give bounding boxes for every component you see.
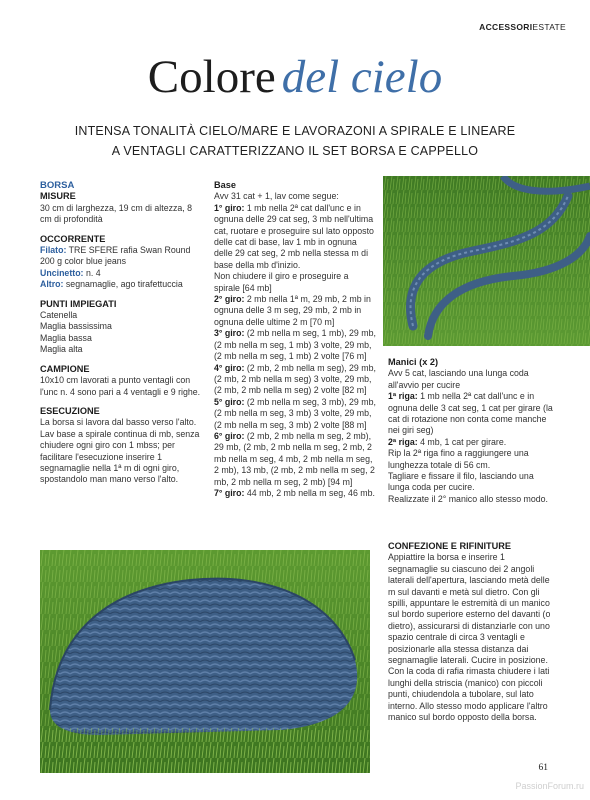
row-key: 1° giro: — [214, 202, 245, 213]
base-row — [214, 397, 376, 431]
base-row — [214, 431, 376, 488]
base-row — [214, 191, 376, 202]
filato-key: Filato: — [40, 245, 67, 256]
watermark: PassionForum.ru — [515, 781, 584, 791]
base-row — [214, 488, 376, 499]
row-value: (2 mb nella m seg, 3 mb), 29 mb, (2 mb nella m seg, 3 mb) 3 volte, 29 mb, (2 mb nella m seg, 3 mb) 2 volte [88 m] — [214, 396, 376, 430]
punto-item: Maglia bassa — [40, 332, 92, 343]
row-key: 2° giro: — [214, 294, 245, 305]
column-base — [214, 180, 376, 499]
subtitle-line-1: INTENSA TONALITÀ CIELO/MARE E LAVORAZONI A SPIRALE E LINEARE — [74, 124, 516, 138]
manici-row — [388, 494, 554, 505]
column-confezione — [388, 541, 554, 724]
subtitle — [40, 121, 550, 161]
manici-row — [388, 391, 554, 437]
row-value: Tagliare e fissare il filo, lasciando una lunga coda per cucire. — [388, 471, 534, 493]
row-key: 3° giro: — [214, 328, 245, 339]
row-value: (2 mb, 2 mb nella m seg, 2 mb), 29 mb, (2 mb, 2 mb nella m seg, 2 mb, 2 mb nella m seg, 4 mb, 2 mb nella m seg, 2 mb), 13 mb, (2 mb, 2 mb nella m seg, 2 mb, 2 mb nella m seg, 2 mb) [94 m] — [214, 430, 375, 487]
row-value: 1 mb nella 2ª cat dall'unc e in ognuna delle 29 cat seg, 3 mb nell'ultima cat, ruotare e proseguire sul lato opposto delle cat di base, lav 1 mb in ognuna delle 29 cat seg, 2 mb nella stessa m di base della mb d'inizio. — [214, 202, 374, 270]
bag-photo-illustration — [40, 550, 370, 773]
row-value: Non chiudere il giro e proseguire a spirale [64 mb] — [214, 271, 349, 293]
base-row — [214, 271, 376, 294]
row-value: (2 mb nella m seg, 1 mb), 29 mb, (2 mb nella m seg, 1 mb) 3 volte, 29 mb, (2 mb nella m seg, 1 mb) 2 volte [76 m] — [214, 328, 376, 362]
punto-item: Maglia bassissima — [40, 321, 112, 332]
manici-heading: Manici (x 2) — [388, 357, 439, 367]
page-number: 61 — [538, 763, 548, 773]
esecuzione-text: La borsa si lavora dal basso verso l'alto. Lav base a spirale continua di mb, senza chiudere ogni giro con 1 mbss; per facilitare l'esecuzione inserire 1 segnamaglie nella 1ª m di ogni giro, spostandolo man mano verso l'alto. — [40, 417, 200, 485]
manici-row — [388, 471, 554, 494]
row-value: (2 mb, 2 mb nella m seg), 29 mb, (2 mb, 2 mb nella m seg) 3 volte, 29 mb, (2 mb, 2 mb nella m seg) 2 volte [82 m] — [214, 362, 376, 396]
column-materials — [40, 180, 205, 486]
handles-photo-illustration — [383, 176, 590, 346]
row-value: Rip la 2ª riga fino a raggiungere una lunghezza totale di 56 cm. — [388, 448, 529, 470]
manici-row — [388, 368, 554, 391]
esecuzione-heading: ESECUZIONE — [40, 405, 100, 416]
bag-photo — [40, 550, 370, 773]
subtitle-line-2: A VENTAGLI CARATTERIZZANO IL SET BORSA E CAPPELLO — [111, 144, 479, 158]
row-value: 1 mb nella 2ª cat dall'unc e in ognuna delle 3 cat seg, 1 cat per girare (la cat di rotazione non conta come manche nei giri seg) — [388, 391, 553, 436]
punto-item: Catenella — [40, 310, 78, 321]
punto-item: Maglia alta — [40, 344, 83, 355]
base-row — [214, 328, 376, 362]
confezione-heading: CONFEZIONE E RIFINITURE — [388, 541, 512, 551]
altro-value: segnamaglie, ago tirafettuccia — [63, 279, 183, 290]
row-key: 5° giro: — [214, 396, 245, 407]
occorrente-heading: OCCORRENTE — [40, 233, 106, 244]
section-tag — [479, 22, 566, 32]
row-key: 1ª riga: — [388, 391, 418, 402]
base-row — [214, 203, 376, 271]
row-value: Avv 5 cat, lasciando una lunga coda all'avvio per cucire — [388, 368, 529, 390]
row-key: 6° giro: — [214, 430, 245, 441]
campione-text: 10x10 cm lavorati a punto ventagli con l'unc n. 4 sono pari a 4 ventagli e 9 righe. — [40, 375, 201, 397]
row-value: 44 mb, 2 mb nella m seg, 46 mb. — [244, 487, 375, 498]
page-title — [0, 50, 590, 104]
altro-key: Altro: — [40, 279, 64, 290]
filato-value: TRE SFERE rafia Swan Round 200 g color blue jeans — [40, 245, 191, 267]
row-value: Realizzate il 2° manico allo stesso modo. — [388, 493, 548, 504]
column-manici — [388, 357, 554, 505]
manici-row — [388, 448, 554, 471]
handles-photo — [383, 176, 590, 346]
row-value: 2 mb nella 1ª m, 29 mb, 2 mb in ognuna delle 3 m seg, 29 mb, 2 mb in ognuna delle ultime 2 m [70 m] — [214, 294, 371, 327]
borsa-heading: BORSA — [40, 180, 75, 191]
row-key: 2ª riga: — [388, 436, 418, 447]
uncinetto-value: n. 4 — [83, 267, 101, 278]
manici-row — [388, 437, 554, 448]
row-key: 4° giro: — [214, 362, 245, 373]
title-part-2: del cielo — [281, 51, 443, 103]
altro-line — [40, 279, 205, 290]
base-row — [214, 363, 376, 397]
misure-text: 30 cm di larghezza, 19 cm di altezza, 8 cm di profondità — [40, 202, 193, 225]
filato-line — [40, 245, 205, 268]
campione-heading: CAMPIONE — [40, 363, 90, 374]
base-row — [214, 294, 376, 328]
confezione-text: Appiattire la borsa e inserire 1 segnamaglie su ciascuno dei 2 angoli laterali dell'apertura, lasciando metà delle m sul davanti e metà sul dietro. Con gli spilli, appuntare le estremità di un manico sul bordo superiore esterno del davanti (o dietro), assicurarsi di distanziarle con uno spazio centrale di circa 3 ventagli e posizionarle alla stessa distanza dai segnamaglie laterali. Cucire in posizione. Con la coda di rafia rimasta chiudere i lati lunghi della striscia (manico) con piccoli punti, chiudendola a tubolare, sul lato interno. Allo stesso modo applicare l'altro manico sul bordo opposto della borsa. — [388, 552, 551, 723]
section-tag-secondary: ESTATE — [532, 22, 566, 32]
punti-heading: PUNTI IMPIEGATI — [40, 298, 117, 309]
uncinetto-line — [40, 268, 205, 279]
section-tag-primary: ACCESSORI — [479, 22, 533, 32]
base-heading: Base — [214, 180, 236, 190]
uncinetto-key: Uncinetto: — [40, 267, 84, 278]
row-value: Avv 31 cat + 1, lav come segue: — [214, 191, 339, 202]
row-key: 7° giro: — [214, 487, 245, 498]
title-part-1: Colore — [147, 51, 276, 103]
row-value: 4 mb, 1 cat per girare. — [417, 436, 507, 447]
misure-heading: MISURE — [40, 191, 76, 202]
